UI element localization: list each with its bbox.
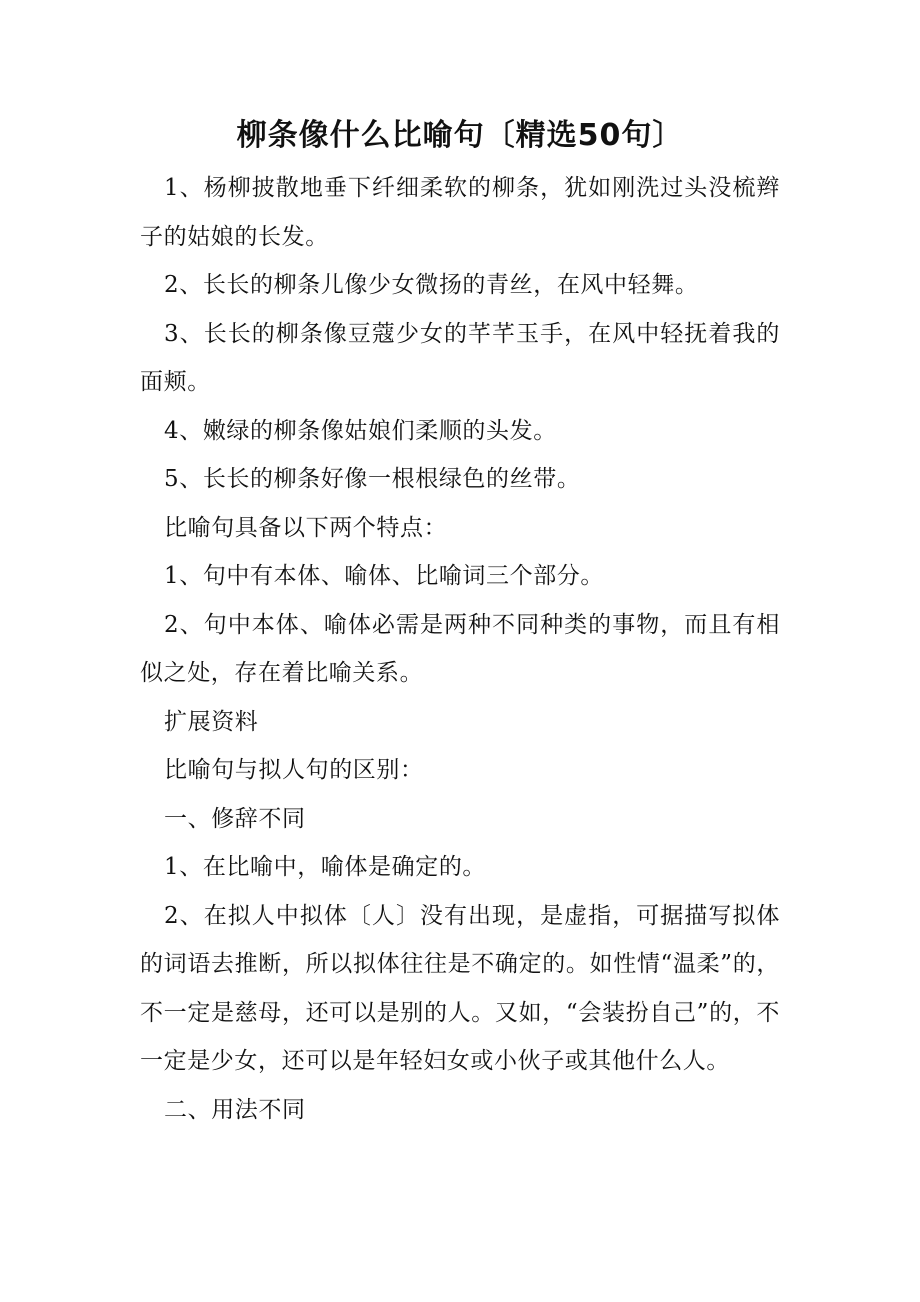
- paragraph-5: 5、长长的柳条好像一根根绿色的丝带。: [164, 466, 581, 492]
- subheading-usage: 二、用法不同: [164, 1096, 306, 1123]
- document-body: [140, 164, 780, 1134]
- section-intro-difference: 比喻句与拟人句的区别：: [164, 757, 424, 783]
- document-title: 柳条像什么比喻句〔精选50句〕: [236, 118, 684, 153]
- difference-point-1: 1、在比喻中，喻体是确定的。: [164, 854, 487, 880]
- paragraph-1: 1、杨柳披散地垂下纤细柔软的柳条，犹如刚洗过头没梳辫子的姑娘的长发。: [140, 175, 780, 250]
- difference-point-2: 2、在拟人中拟体〔人〕没有出现，是虚指，可据描写拟体的词语去推断，所以拟体往往是不确定的。如性情“温柔”的，不一定是慈母，还可以是别的人。又如，“会装扮自己”的，不一定是少女，还可以是年轻妇女或小伙子或其他什么人。: [140, 902, 780, 1074]
- section-intro-features: 比喻句具备以下两个特点：: [164, 514, 448, 541]
- feature-1: 1、句中有本体、喻体、比喻词三个部分。: [164, 563, 605, 589]
- feature-2: 2、句中本体、喻体必需是两种不同种类的事物，而且有相似之处，存在着比喻关系。: [140, 611, 780, 686]
- subheading-rhetoric: 一、修辞不同: [164, 805, 306, 832]
- paragraph-3: 3、长长的柳条像豆蔻少女的芊芊玉手，在风中轻抚着我的面颊。: [140, 320, 780, 395]
- section-heading-extended: 扩展资料: [164, 708, 259, 735]
- paragraph-4: 4、嫩绿的柳条像姑娘们柔顺的头发。: [164, 417, 557, 444]
- paragraph-2: 2、长长的柳条儿像少女微扬的青丝，在风中轻舞。: [164, 272, 699, 298]
